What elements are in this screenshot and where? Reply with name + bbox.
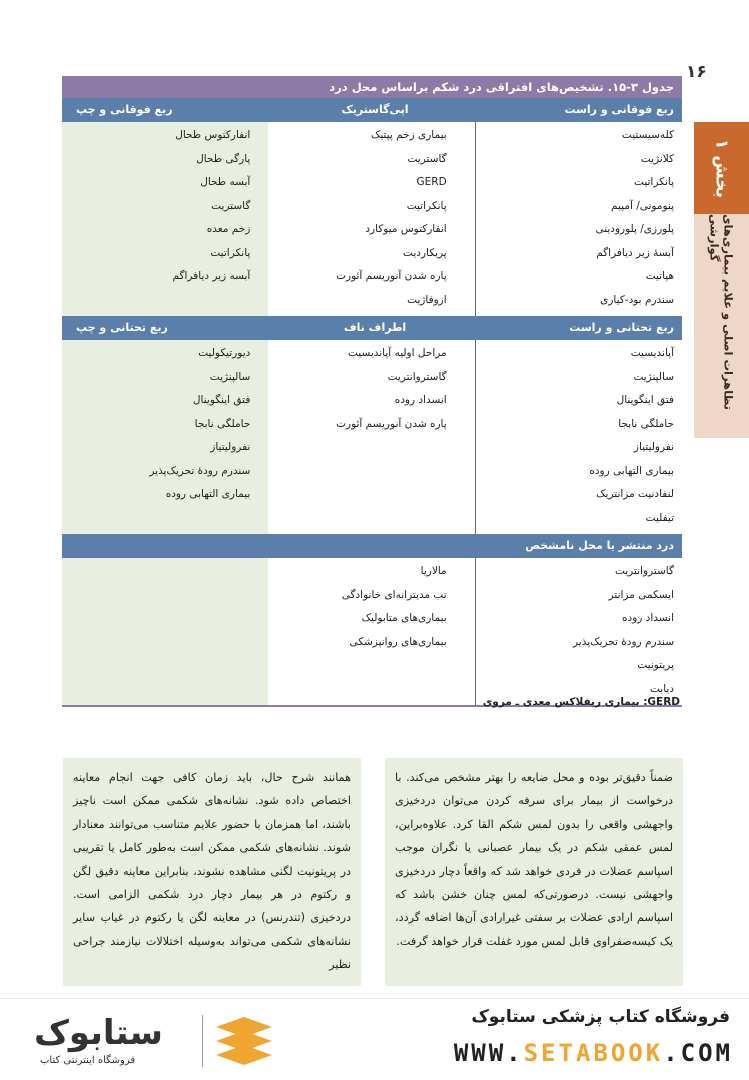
table-footnote: GERD: بیماری ریفلاکس معدی ـ مروی — [482, 696, 680, 708]
section-label: بخش ۱ — [711, 138, 732, 198]
table-cell: گاستروانتریت — [387, 370, 447, 383]
table-cell: زخم معده — [206, 223, 251, 235]
header-diffuse: درد منتشر یا محل نامشخص — [525, 539, 674, 552]
table-cell: کلانژیت — [640, 152, 674, 165]
header-periumbilical: اطراف ناف — [343, 321, 407, 334]
table-cell: بیماری‌های روانپزشکی — [349, 635, 447, 648]
body-text-right: ضمناً دقیق‌تر بوده و محل ضایعه را بهتر مشخص می‌کند. با درخواست از بیمار برای سرفه کردن می‌توان دردخیزی واجهشی واقعی را بدون لمس شکم القا کرد. علاوه‌براین، لمس عمقی شکم در یک بیمار عصبانی یا نگران موجب اسپاسم عضلات در فردی خواهد شد که واقعاً دچار دردخیزی واجهشی نیست. درصورتی‌که لمس چنان خشن باشد که اسپاسم ارادی عضلات بر سفتی غیرارادی آن‌ها اضافه گردد، یک کیسه‌صفراوی قابل لمس مورد غفلت قرار خواهد گرفت. — [385, 758, 683, 986]
table-cell: حاملگی نابجا — [194, 417, 251, 430]
section-subtitle-tab — [694, 214, 749, 438]
table-cell: GERD — [416, 176, 447, 188]
diffuse-column-3 — [62, 558, 268, 705]
table-cell: سندرم رودهٔ تحریک‌پذیر — [572, 635, 674, 648]
store-name: فروشگاه کتاب پزشکی ستابوک — [471, 1007, 730, 1027]
table-cell: پانکراتیت — [634, 176, 674, 188]
page-number: ۱۶ — [686, 62, 707, 82]
table-title: جدول ۳-۱۵. تشخیص‌های افتراقی درد شکم براساس محل درد — [62, 76, 682, 98]
section-subtitle: تظاهرات اصلی و علایم بیماری‌های گوارشی — [707, 214, 736, 410]
table-cell: بیماری التهابی روده — [589, 464, 674, 477]
header-rlq: ربع تحتانی و راست — [569, 321, 674, 334]
llq-column — [62, 340, 268, 534]
store-logo-subtitle: فروشگاه اینترنتی کتاب — [40, 1055, 136, 1066]
header-ruq: ربع فوقانی و راست — [564, 103, 674, 116]
table-cell: لنفادنیت مزانتریک — [596, 488, 674, 500]
section-tab — [694, 122, 749, 214]
table-cell: پریتونیت — [637, 659, 674, 671]
book-stack-icon — [212, 1017, 276, 1069]
table-cell: انسداد روده — [622, 612, 674, 624]
table-cell: پارگی طحال — [196, 152, 251, 165]
table-cell: پلورزی/ پلورودینی — [595, 223, 674, 235]
table-cell: بیماری زخم پپتیک — [370, 129, 447, 141]
table-cell: آبسه زیر دیافراگم — [172, 270, 251, 282]
table-cell: آبسهٔ زیر دیافراگم — [596, 246, 674, 259]
diffuse-header-row — [62, 534, 682, 558]
table-cell: پاره شدن آنوریسم آئورت — [336, 417, 447, 430]
table-cell: پانکراتیت — [406, 199, 447, 212]
table-cell: کله‌سیستیت — [621, 129, 674, 141]
table-cell: انسداد روده — [394, 394, 447, 406]
table-cell: بیماری التهابی روده — [165, 488, 251, 500]
logo-divider — [202, 1015, 203, 1067]
table-cell: نفرولیتیاز — [210, 441, 251, 453]
table-cell: سالپنژیت — [633, 370, 674, 383]
table-cell: پانکراتیت — [210, 246, 251, 259]
table-cell: پریکاردیت — [403, 246, 447, 259]
table-cell: سالپنژیت — [209, 370, 251, 383]
table-cell: گاستروانتریت — [614, 565, 674, 577]
url-suffix: .COM — [663, 1039, 733, 1067]
chapter-side-tab — [694, 122, 749, 438]
lower-header-row — [62, 316, 682, 340]
table-cell: تب مدیترانه‌ای خانوادگی — [341, 588, 447, 601]
table-cell: انفارکتوس طحال — [175, 129, 251, 141]
diffuse-column-1 — [475, 558, 682, 705]
url-prefix: WWW. — [453, 1039, 524, 1067]
url-accent: SETABOOK — [523, 1039, 664, 1067]
table-cell: فتق اینگوینال — [192, 394, 251, 406]
table-cell: مالاریا — [420, 565, 447, 577]
diffuse-body-row — [62, 558, 682, 707]
store-url[interactable] — [388, 1039, 733, 1067]
table-cell: گاستریت — [211, 199, 251, 212]
table-cell: هپاتیت — [645, 270, 674, 282]
header-epigastric: اپی‌گاستریک — [341, 103, 409, 116]
lower-body-row — [62, 340, 682, 534]
table-cell: حاملگی نابجا — [618, 417, 674, 430]
table-cell: آبسه طحال — [200, 176, 251, 188]
table-cell: ایسکمی مزانتر — [608, 588, 674, 601]
ruq-column — [475, 122, 682, 316]
store-banner — [0, 998, 749, 1080]
upper-header-row — [62, 98, 682, 122]
table-cell: انفارکتوس میوکارد — [365, 223, 447, 235]
table-cell: پنومونی/ آمپیم — [611, 199, 674, 212]
upper-body-row — [62, 122, 682, 316]
table-cell: ازوفاژیت — [407, 293, 447, 306]
table-cell: دیابت — [649, 682, 674, 695]
differential-diagnosis-table — [62, 76, 682, 707]
table-cell: آپاندیسیت — [630, 347, 674, 359]
diffuse-column-2 — [268, 558, 474, 705]
luq-column — [62, 122, 268, 316]
table-cell: سندرم بود-کیاری — [600, 293, 674, 306]
table-cell: بیماری‌های متابولیک — [361, 612, 447, 624]
table-cell: مراحل اولیه آپاندیسیت — [347, 347, 447, 359]
table-cell: دیورتیکولیت — [198, 347, 251, 359]
store-logo-text: ستابوک — [34, 1013, 163, 1053]
header-llq: ربع تحتانی و چپ — [76, 321, 168, 334]
epigastric-column — [268, 122, 474, 316]
table-cell: پاره شدن آنوریسم آئورت — [336, 270, 447, 282]
rlq-column — [475, 340, 682, 534]
table-cell: نفرولیتیاز — [633, 441, 674, 453]
table-cell: گاستریت — [407, 152, 447, 165]
periumbilical-column — [268, 340, 474, 534]
table-cell: سندرم رودهٔ تحریک‌پذیر — [149, 464, 251, 477]
header-luq: ربع فوقانی و چپ — [76, 103, 173, 116]
body-text-left: همانند شرح حال، باید زمان کافی جهت انجام معاینه اختصاص داده شود. نشانه‌های شکمی ممکن است ناچیز باشند، اما همزمان با حضور علایم متناسب می‌توانند معنادار شوند. نشانه‌های شکمی ممکن است به‌طور کامل یا تقریبی در پریتونیت لگنی مشاهده نشوند، بنابراین معاینه دقیق لگن و رکتوم در هر بیمار دچار درد شکمی الزامی است. دردخیزی (تندرنس) در معاینه لگن یا رکتوم در غیاب سایر نشانه‌های شکمی می‌تواند به‌وسیله اختلالات نیازمند جراحی نظیر — [63, 758, 361, 986]
table-cell: تیفلیت — [645, 511, 674, 524]
table-cell: فتق اینگوینال — [616, 394, 674, 406]
